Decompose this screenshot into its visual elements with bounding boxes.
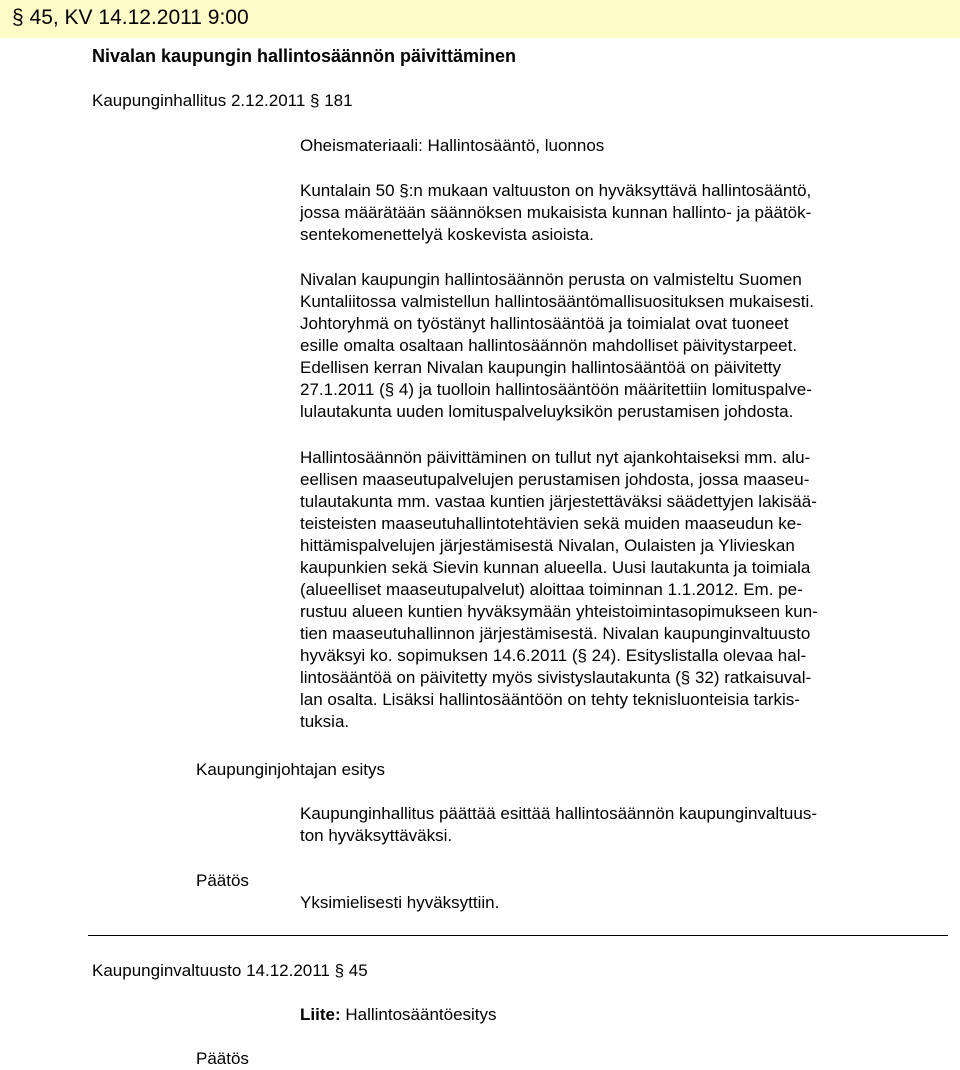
kaupunginhallitus-ref: Kaupunginhallitus 2.12.2011 § 181 (92, 91, 353, 110)
section-header: § 45, KV 14.12.2011 9:00 (12, 6, 249, 29)
council-decision-label: Päätös (196, 1049, 249, 1068)
attachment-note: Oheismateriaali: Hallintosääntö, luonnos (300, 136, 605, 155)
paragraph-1: Kuntalain 50 §:n mukaan valtuuston on hyväksyttävä hallintosääntö, jossa määrätään säännöksen mukaisista kunnan hallinto- ja päätök- sentekomenettelyä koskevista asioista. (300, 181, 812, 244)
decision-text: Yksimielisesti hyväksyttiin. (300, 893, 500, 912)
proposal-label: Kaupunginjohtajan esitys (196, 760, 386, 779)
proposal-text: Kaupunginhallitus päättää esittää hallintosäännön kaupunginvaltuus- ton hyväksyttäväksi. (300, 804, 817, 845)
decision-label: Päätös (196, 871, 249, 890)
paragraph-3: Hallintosäännön päivittäminen on tullut nyt ajankohtaiseksi mm. alu- eellisen maaseutupalvelujen perustamisen johdosta, jossa maaseu- tulautakunta mm. vastaa kuntien järjestettäväksi säädettyjen lakisää- teisteisten maaseutuhallintotehtävien sekä muiden maaseudun ke- hittämispalvelujen järjestämisestä Nivalan, Oulaisten ja Ylivieskan kaupunkien sekä Sievin kunnan alueella. Uusi lautakunta ja toimiala (alueelliset maaseutupalvelut) aloittaa toiminnan 1.1.2012. Em. pe- rustuu alueen kuntien hyväksymään yhteistoimintasopimukseen kun- tien maaseutuhallinnon järjestämisestä. Nivalan kaupunginvaltuusto hyväksyi ko. sopimuksen 14.6.2011 (§ 24). Esityslistalla olevaa hal- lintosääntöä on päivitetty myös sivistyslautakunta (§ 32) ratkaisuval- lan osalta. Lisäksi hallintosääntöön on tehty teknisluonteisia tarkis- tuksia. (300, 448, 818, 731)
attachment-line (300, 1004, 497, 1026)
attachment-value: Hallintosääntöesitys (345, 1005, 497, 1024)
kaupunginvaltuusto-ref: Kaupunginvaltuusto 14.12.2011 § 45 (92, 961, 368, 980)
attachment-label: Liite: (300, 1005, 341, 1024)
paragraph-2: Nivalan kaupungin hallintosäännön perusta on valmisteltu Suomen Kuntaliitossa valmistellun hallintosääntömallisuosituksen mukaisesti. Johtoryhmä on työstänyt hallintosääntöä ja toimialat ovat tuoneet esille omalta osaltaan hallintosäännön mahdolliset päivitystarpeet. Edellisen kerran Nivalan kaupungin hallintosääntöä on päivitetty 27.1.2011 (§ 4) ja tuolloin hallintosääntöön määritettiin lomituspalve- lulautakunta uuden lomituspalveluyksikön perustamisen johdosta. (300, 270, 815, 421)
section-divider (88, 935, 948, 936)
document-title: Nivalan kaupungin hallintosäännön päivittäminen (92, 46, 517, 66)
header-bar (0, 0, 960, 38)
